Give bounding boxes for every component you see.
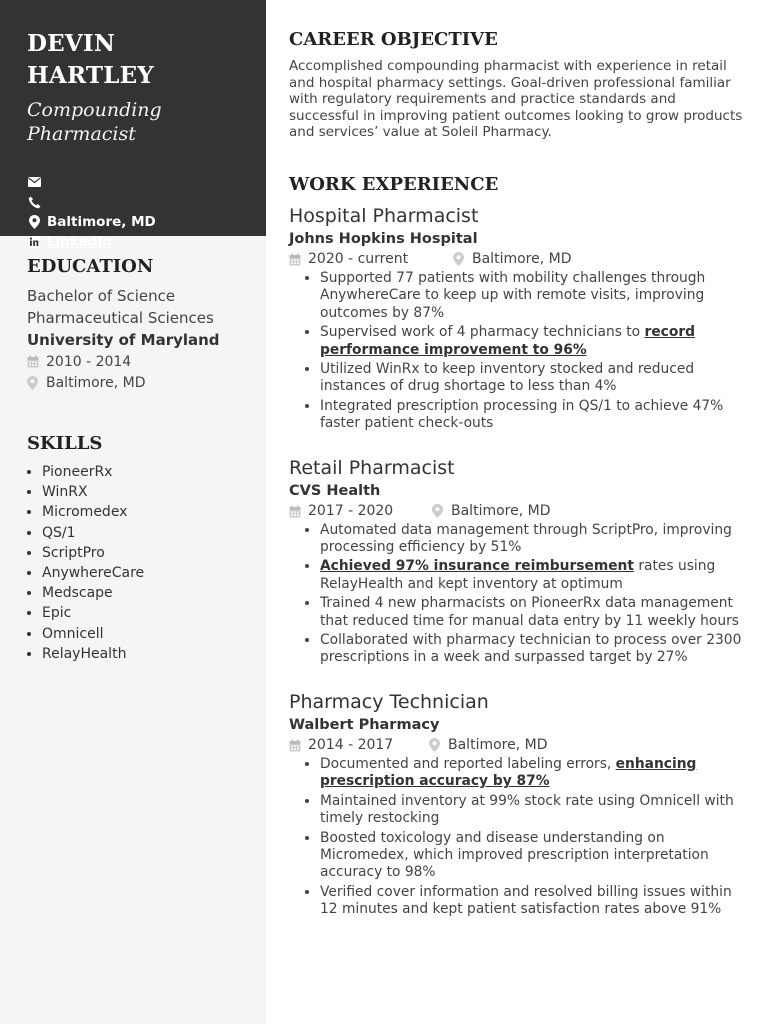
list-item: • Automated data management through ScriptPro, improving processing efficiency by 51% [320, 522, 744, 557]
contact-linkedin[interactable] [27, 232, 239, 252]
job-entry [289, 203, 744, 433]
job-dates: 2017 - 2020 [289, 503, 432, 519]
contact-list [27, 172, 239, 252]
calendar-icon [289, 504, 303, 518]
list-item: • PioneerRx [42, 462, 239, 482]
list-item: • WinRX [42, 482, 239, 502]
list-item: • AnywhereCare [42, 563, 239, 583]
skills-title: SKILLS [27, 433, 103, 454]
list-item: • Integrated prescription processing in QS/1 to achieve 47% faster patient check-outs [320, 398, 744, 433]
location-text: Baltimore, MD [47, 214, 156, 230]
list-item: • Supervised work of 4 pharmacy technicians to record performance improvement to 96% [320, 324, 744, 359]
job-location: Baltimore, MD [429, 737, 547, 753]
contact-location [27, 212, 239, 232]
job-meta [289, 249, 744, 270]
job-title: Hospital Pharmacist [289, 204, 479, 227]
objective-title: CAREER OBJECTIVE [289, 29, 498, 50]
objective-text: Accomplished compounding pharmacist with experience in retail and hospital pharmacy settings. Goal-driven professional familiar with regulatory requirements and practice standards and successful in improving patient outcomes looking to grow products and services’ value at Soleil Pharmacy. [289, 58, 743, 141]
school-name: University of Maryland [27, 331, 220, 349]
work-title: WORK EXPERIENCE [289, 173, 499, 195]
calendar-icon [27, 355, 41, 369]
job-location: Baltimore, MD [453, 251, 571, 267]
job-entry [289, 689, 744, 919]
job-company: Johns Hopkins Hospital [289, 230, 478, 247]
sidebar [0, 0, 266, 1024]
list-item: • Utilized WinRx to keep inventory stocked and reduced instances of drug shortage to less than 4% [320, 361, 744, 396]
candidate-role: Compounding Pharmacist [27, 99, 162, 145]
list-item: • Supported 77 patients with mobility challenges through AnywhereCare to keep up with remote visits, improving outcomes by 87% [320, 270, 744, 322]
linkedin-link[interactable]: LinkedIn [47, 234, 112, 250]
list-item: • Documented and reported labeling errors, enhancing prescription accuracy by 87% [320, 756, 744, 791]
education-location: Baltimore, MD [27, 372, 239, 393]
map-pin-icon [27, 376, 41, 390]
job-meta [289, 501, 744, 522]
objective-section [289, 28, 744, 141]
list-item: • ScriptPro [42, 543, 239, 563]
education-title: EDUCATION [27, 256, 154, 277]
map-pin-icon [27, 215, 41, 229]
job-bullets [289, 270, 744, 433]
education-section [0, 256, 266, 393]
map-pin-icon [453, 252, 467, 266]
degree: Bachelor of Science Pharmaceutical Sciences [27, 287, 214, 327]
list-item: • Epic [42, 603, 239, 623]
map-pin-icon [429, 738, 443, 752]
contact-email[interactable] [27, 172, 239, 192]
list-item: • Achieved 97% insurance reimbursement rates using RelayHealth and kept inventory at optimum [320, 558, 744, 593]
education-dates: 2010 - 2014 [27, 351, 239, 372]
list-item: • Trained 4 new pharmacists on PioneerRx data management that reduced time for manual data entry by 11 weekly hours [320, 595, 744, 630]
job-dates: 2020 - current [289, 251, 453, 267]
calendar-icon [289, 738, 303, 752]
job-bullets [289, 756, 744, 919]
calendar-icon [289, 252, 303, 266]
main-content [289, 28, 744, 921]
job-title: Retail Pharmacist [289, 456, 455, 479]
map-pin-icon [432, 504, 446, 518]
envelope-icon [27, 175, 41, 189]
job-entry [289, 455, 744, 667]
list-item: • RelayHealth [42, 644, 239, 664]
linkedin-icon [27, 235, 41, 249]
list-item: • Micromedex [42, 502, 239, 522]
job-location: Baltimore, MD [432, 503, 550, 519]
contact-phone[interactable] [27, 192, 239, 212]
list-item: • Medscape [42, 583, 239, 603]
list-item: • Verified cover information and resolved billing issues within 12 minutes and kept patient satisfaction rates above 91% [320, 884, 744, 919]
list-item: • Collaborated with pharmacy technician to process over 2300 prescriptions in a week and surpassed target by 27% [320, 632, 744, 667]
job-company: CVS Health [289, 482, 381, 499]
job-dates: 2014 - 2017 [289, 737, 429, 753]
list-item: • QS/1 [42, 523, 239, 543]
list-item: • Maintained inventory at 99% stock rate using Omnicell with timely restocking [320, 793, 744, 828]
skills-section [0, 433, 266, 664]
work-section [289, 173, 744, 919]
candidate-name: DEVIN HARTLEY [27, 30, 154, 89]
list-item: • Omnicell [42, 624, 239, 644]
job-company: Walbert Pharmacy [289, 716, 440, 733]
job-bullets [289, 522, 744, 667]
list-item: • Boosted toxicology and disease understanding on Micromedex, which improved prescription interpretation accuracy to 98% [320, 830, 744, 882]
profile-header [0, 0, 266, 250]
phone-icon [27, 195, 41, 209]
job-meta [289, 735, 744, 756]
job-title: Pharmacy Technician [289, 690, 489, 713]
skills-list [27, 462, 239, 664]
